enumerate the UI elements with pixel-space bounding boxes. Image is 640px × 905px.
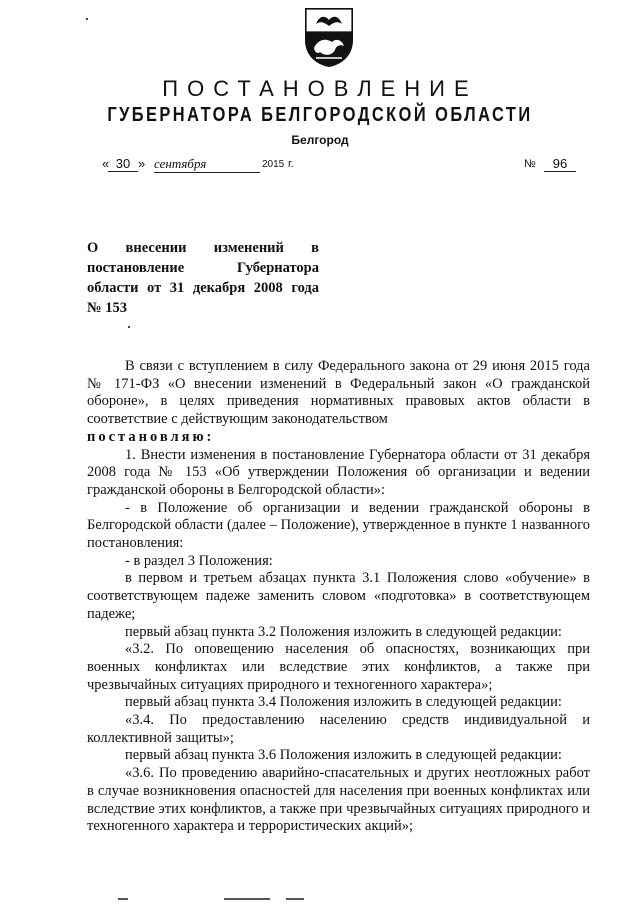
body-paragraph: «3.2. По оповещению населения об опасностях, возникающих при военных конфликтах или вследствие этих конфликтов, а также при чрезвычайных ситуациях природного и техногенного характера»; bbox=[87, 641, 590, 693]
body-paragraph: 1. Внести изменения в постановление Губернатора области от 31 декабря 2008 года № 153 «Об утверждении Положения об организации и ведении гражданской обороны в Белгородской области»: bbox=[87, 446, 590, 498]
document-number: 96 bbox=[544, 156, 576, 172]
body-paragraph: первый абзац пункта 3.2 Положения изложить в следующей редакции: bbox=[125, 623, 562, 640]
body-paragraph: первый абзац пункта 3.4 Положения изложить в следующей редакции: bbox=[125, 694, 562, 711]
subject-line: № 153 bbox=[87, 300, 127, 316]
date-number-row bbox=[102, 156, 582, 178]
body-paragraph: - в Положение об организации и ведении гражданской обороны в Белгородской области (далее – Положение), утвержденное в пункте 1 названного постановления: bbox=[87, 499, 590, 552]
date-month: сентября bbox=[154, 156, 260, 173]
date-open-quote: « bbox=[102, 156, 110, 171]
subject-line: постановление Губернатора bbox=[87, 260, 319, 276]
date-day: 30 bbox=[108, 156, 138, 172]
document-body bbox=[87, 358, 590, 836]
decree-word: постановляю: bbox=[87, 428, 215, 445]
date-close-quote: » bbox=[138, 156, 146, 171]
body-paragraph: - в раздел 3 Положения: bbox=[125, 552, 273, 569]
scan-mark bbox=[118, 898, 128, 900]
scan-mark bbox=[286, 898, 304, 900]
body-paragraph: «3.6. По проведению аварийно-спасательных и других неотложных работ в случае возникновения опасностей для населения при военных конфликтах или вследствие этих конфликтов, а также при чрезвычайных ситуациях природного и техногенного характера и террористических акций»; bbox=[87, 765, 590, 835]
scan-bottom-edge bbox=[0, 898, 640, 905]
document-title: ПОСТАНОВЛЕНИЕ bbox=[162, 76, 478, 101]
scan-mark bbox=[128, 326, 130, 328]
city-label: Белгород bbox=[291, 133, 349, 147]
issuer-title: ГУБЕРНАТОРА БЕЛГОРОДСКОЙ ОБЛАСТИ bbox=[107, 104, 533, 126]
subject-line: области от 31 декабря 2008 года bbox=[87, 280, 319, 296]
coat-of-arms-emblem bbox=[302, 6, 356, 68]
preamble-paragraph: В связи с вступлением в силу Федерального закона от 29 июня 2015 года № 171-ФЗ «О внесении изменений в Федеральный закон «О гражданской обороне», в целях приведения нормативных правовых актов области в соответствие с действующим законодательством bbox=[87, 358, 590, 428]
subject-line: О внесении изменений в bbox=[87, 240, 319, 256]
body-paragraph: «3.4. По предоставлению населению средств индивидуальной и коллективной защиты»; bbox=[87, 712, 590, 746]
date-year: 2015 bbox=[262, 159, 285, 170]
body-paragraph: первый абзац пункта 3.6 Положения изложить в следующей редакции: bbox=[125, 747, 562, 764]
document-subject bbox=[87, 238, 319, 318]
date-year-suffix: г. bbox=[288, 158, 294, 170]
body-paragraph: в первом и третьем абзацах пункта 3.1 Положения слово «обучение» в соответствующем падеже заменить словом «подготовка» в соответствующем падеже; bbox=[87, 570, 590, 622]
scan-mark bbox=[224, 898, 270, 900]
scan-mark bbox=[86, 18, 88, 20]
number-label: № bbox=[524, 158, 536, 170]
